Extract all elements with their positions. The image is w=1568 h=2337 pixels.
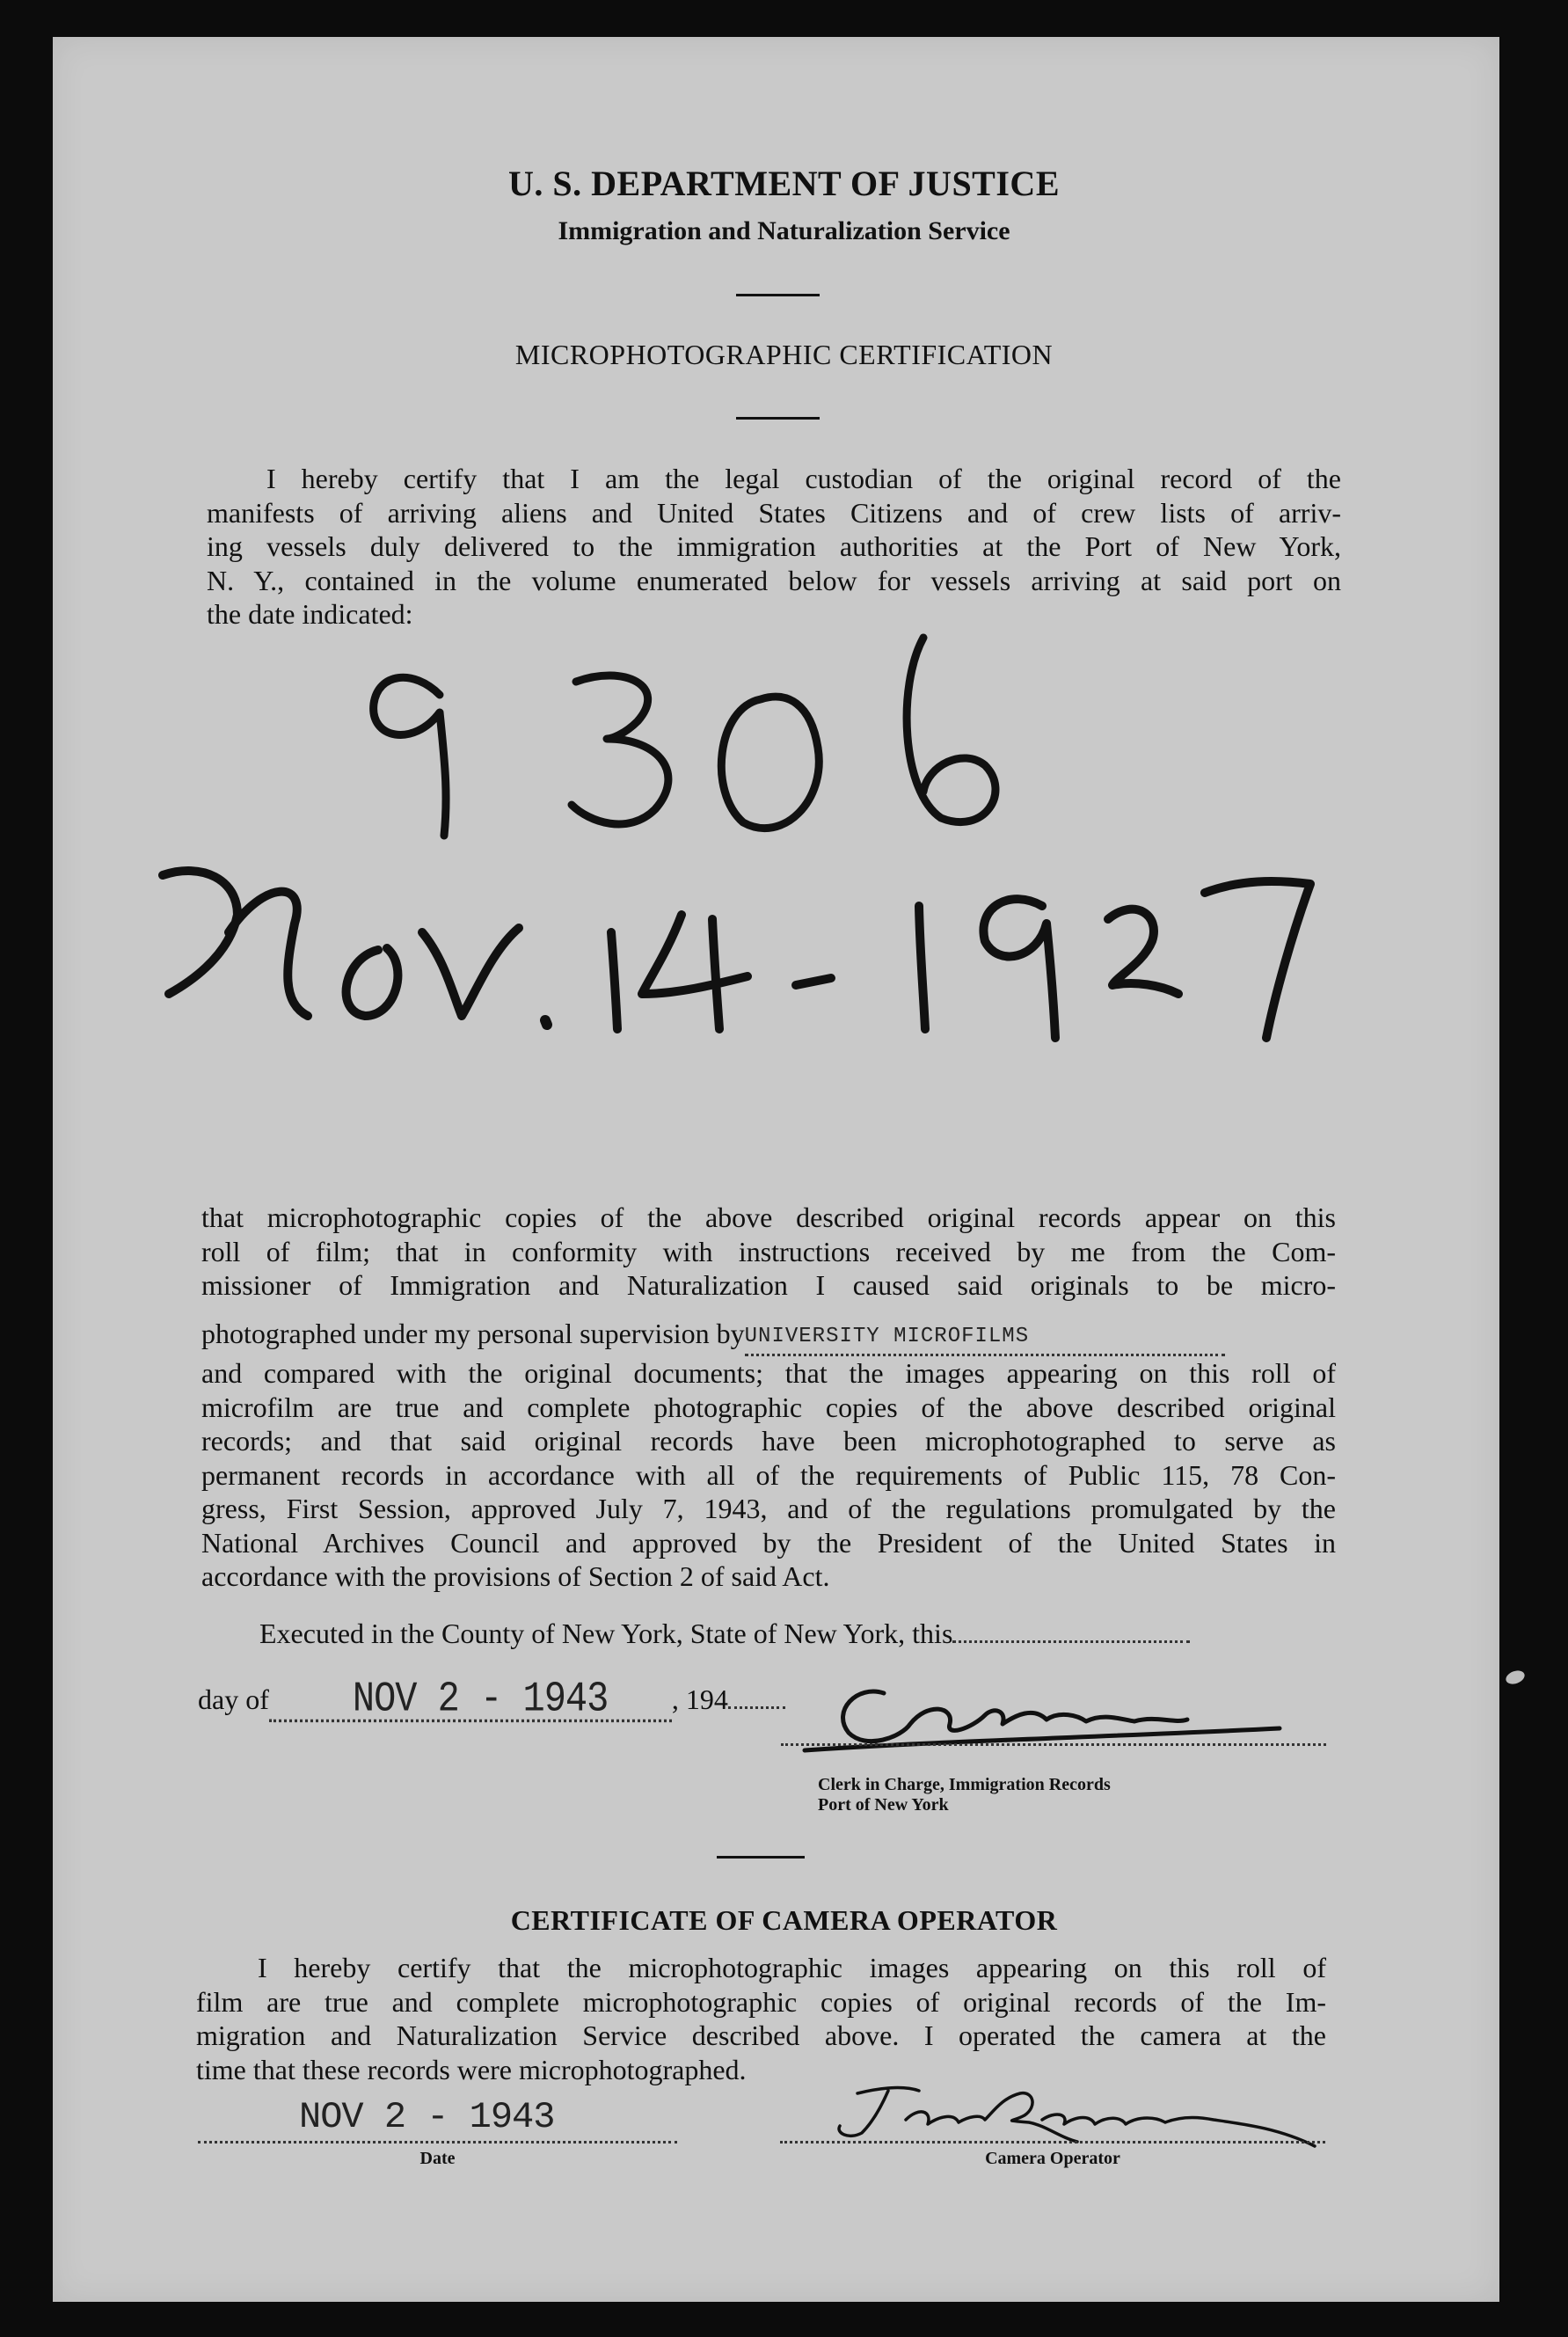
intro-line: manifests of arriving aliens and United States Citizens and of crew lists of arriv- xyxy=(207,496,1341,529)
intro-paragraph xyxy=(207,462,1341,632)
date-block xyxy=(198,2093,677,2169)
year-prefix: , 194 xyxy=(671,1683,728,1715)
body-line: missioner of Immigration and Naturalization I caused said originals to be micro- xyxy=(201,1269,1336,1301)
intro-line: ing vessels duly delivered to the immigration authorities at the Port of New York, xyxy=(207,530,1341,562)
body-line: and compared with the original documents; that the images appearing on this roll of xyxy=(201,1357,1336,1389)
supervisor-label: photographed under my personal supervision by xyxy=(201,1317,745,1349)
day-of-line xyxy=(198,1675,785,1724)
year-blank xyxy=(728,1682,785,1709)
body-line: that microphotographic copies of the above described original records appear on this xyxy=(201,1201,1336,1233)
divider xyxy=(736,294,820,296)
day-blank xyxy=(952,1616,1190,1643)
camera-certificate-paragraph xyxy=(196,1951,1326,2086)
divider xyxy=(717,1856,805,1859)
camera-line: I hereby certify that the microphotographic images appearing on this roll of xyxy=(258,1952,1326,1983)
operator-signature-line xyxy=(780,2093,1325,2143)
body-line: permanent records in accordance with all of the requirements of Public 115, 78 Con- xyxy=(201,1458,1336,1491)
supervisor-stamp: UNIVERSITY MICROFILMS xyxy=(745,1320,1225,1357)
intro-line: the date indicated: xyxy=(207,598,413,630)
body-line: gress, First Session, approved July 7, 1943, and of the regulations promulgated by the xyxy=(201,1493,1336,1524)
service-subheading: Immigration and Naturalization Service xyxy=(558,216,1010,245)
body-line: National Archives Council and approved by the President of the United States in xyxy=(201,1526,1336,1559)
intro-line: I hereby certify that I am the legal custodian of the original record of the xyxy=(266,463,1341,494)
body-line: microfilm are true and complete photographic copies of the above described original xyxy=(201,1391,1336,1423)
camera-certificate-title: CERTIFICATE OF CAMERA OPERATOR xyxy=(510,1904,1058,1936)
camera-line: migration and Naturalization Service described above. I operated the camera at the xyxy=(196,2019,1326,2051)
executed-date-stamp: NOV 2 - 1943 xyxy=(269,1680,672,1722)
body-line: roll of film; that in conformity with instructions received by me from the Com- xyxy=(201,1235,1336,1267)
divider xyxy=(736,417,820,420)
clerk-title-line: Port of New York xyxy=(818,1795,949,1815)
operator-label: Camera Operator xyxy=(985,2149,1120,2168)
camera-date-stamp: NOV 2 - 1943 xyxy=(198,2093,677,2143)
clerk-title-line: Clerk in Charge, Immigration Records xyxy=(818,1775,1111,1794)
film-edge-mark xyxy=(1504,1669,1526,1687)
body-paragraph xyxy=(201,1201,1336,1594)
camera-line: time that these records were microphotographed. xyxy=(196,2053,747,2085)
body-line: records; and that said original records have been microphotographed to serve as xyxy=(201,1425,1336,1457)
department-heading: U. S. DEPARTMENT OF JUSTICE xyxy=(508,164,1060,203)
camera-line: film are true and complete microphotographic copies of original records of the Im- xyxy=(196,1985,1326,2018)
clerk-title xyxy=(818,1775,1111,1815)
executed-text: Executed in the County of New York, State of New York, this xyxy=(259,1618,953,1649)
certification-title: MICROPHOTOGRAPHIC CERTIFICATION xyxy=(514,339,1054,370)
operator-block xyxy=(780,2093,1325,2169)
clerk-signature-line xyxy=(781,1740,1326,1746)
day-of-label: day of xyxy=(198,1683,269,1715)
executed-line xyxy=(259,1616,1328,1651)
body-line: accordance with the provisions of Section 2 of said Act. xyxy=(201,1560,830,1592)
date-label: Date xyxy=(419,2149,456,2168)
body-line-supervisor xyxy=(201,1317,1336,1357)
intro-line: N. Y., contained in the volume enumerated below for vessels arriving at said port on xyxy=(207,564,1341,596)
handwritten-volume-and-date xyxy=(132,616,1381,1055)
